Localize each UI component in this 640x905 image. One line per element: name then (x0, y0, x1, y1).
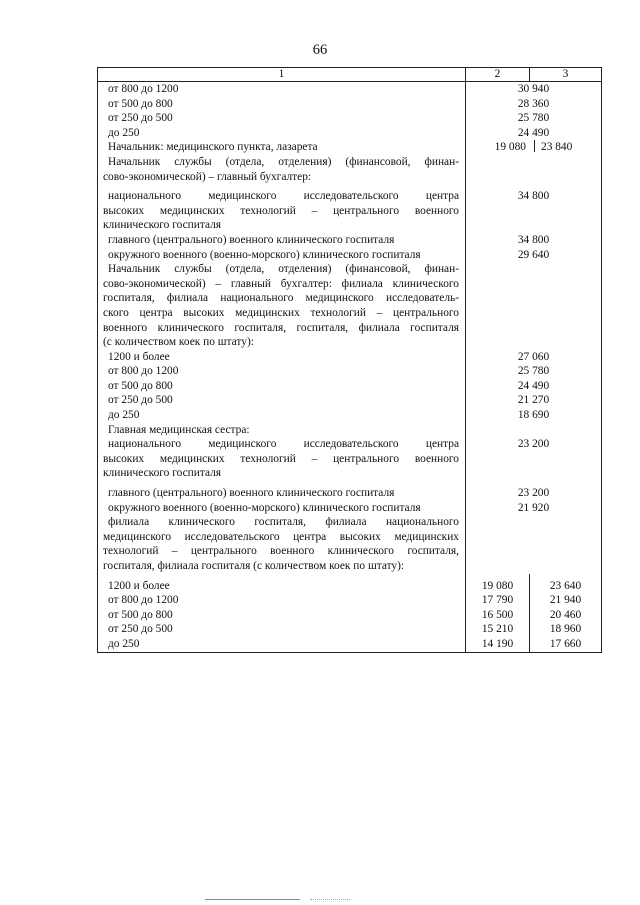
row-value-merged: 34 800 (466, 233, 602, 248)
table-row (98, 637, 602, 652)
row-description: технологий – центрального военного клинического госпиталя, (98, 544, 466, 559)
row-value-merged: 21 920 (466, 501, 602, 516)
row-description: до 250 (98, 637, 466, 652)
row-description: филиала клинического госпиталя, филиала национального (98, 515, 466, 530)
row-value-merged: 18 690 (466, 408, 602, 423)
split-value-right: 23 840 (541, 141, 573, 154)
row-description: от 500 до 800 (98, 608, 466, 623)
table-row (98, 155, 602, 170)
row-description: 1200 и более (98, 350, 466, 365)
table-row (98, 608, 602, 623)
row-value-col2: 15 210 (466, 622, 530, 637)
table-row (98, 452, 602, 467)
column-header-3: 3 (530, 68, 602, 82)
row-value-col3: 20 460 (530, 608, 602, 623)
row-description: от 500 до 800 (98, 97, 466, 112)
row-value-empty (466, 321, 602, 336)
table-row (98, 350, 602, 365)
table-row (98, 466, 602, 481)
row-value-merged: 25 780 (466, 111, 602, 126)
table-header-row (98, 68, 602, 82)
table-row (98, 574, 602, 594)
table-row (98, 184, 602, 204)
footer-dots (310, 899, 350, 901)
table-row (98, 559, 602, 574)
row-value-empty (466, 218, 602, 233)
row-value-col2: 14 190 (466, 637, 530, 652)
table-row (98, 204, 602, 219)
table-row (98, 262, 602, 277)
table-row (98, 335, 602, 350)
row-value-col3: 17 660 (530, 637, 602, 652)
row-value-merged: 34 800 (466, 184, 602, 204)
row-value-merged: 25 780 (466, 364, 602, 379)
row-description: главного (центрального) военного клинического госпиталя (98, 233, 466, 248)
row-description: (с количеством коек по штату): (98, 335, 466, 350)
row-value-col3: 18 960 (530, 622, 602, 637)
table-row (98, 277, 602, 292)
row-value-empty (466, 277, 602, 292)
row-description: окружного военного (военно-морского) клинического госпиталя (98, 501, 466, 516)
table-row (98, 170, 602, 185)
table-row (98, 321, 602, 336)
row-description: национального медицинского исследовательского центра (98, 437, 466, 452)
salary-table (97, 67, 602, 653)
row-description: Начальник службы (отдела, отделения) (финансовой, финан- (98, 262, 466, 277)
row-value-empty (466, 335, 602, 350)
table-row (98, 111, 602, 126)
row-value-split (466, 140, 602, 155)
table-row (98, 593, 602, 608)
row-description: клинического госпиталя (98, 218, 466, 233)
row-value-merged: 23 200 (466, 481, 602, 501)
table-row (98, 501, 602, 516)
row-description: Начальник: медицинского пункта, лазарета (98, 140, 466, 155)
row-description: госпиталя, филиала госпиталя (с количеством коек по штату): (98, 559, 466, 574)
table-row (98, 437, 602, 452)
footer-line (205, 899, 300, 900)
row-description: ского центра высоких медицинских технологий – центрального (98, 306, 466, 321)
column-header-1: 1 (98, 68, 466, 82)
row-value-merged: 24 490 (466, 126, 602, 141)
row-value-col2: 17 790 (466, 593, 530, 608)
row-description: до 250 (98, 126, 466, 141)
table-row (98, 126, 602, 141)
row-value-merged: 30 940 (466, 82, 602, 97)
row-value-empty (466, 515, 602, 530)
table-row (98, 97, 602, 112)
table-body (98, 82, 602, 653)
row-value-merged: 27 060 (466, 350, 602, 365)
row-description: медицинского исследовательского центра высоких медицинских (98, 530, 466, 545)
row-value-empty (466, 155, 602, 170)
row-value-empty (466, 170, 602, 185)
column-header-2: 2 (466, 68, 530, 82)
row-value-merged: 21 270 (466, 393, 602, 408)
table-row (98, 393, 602, 408)
row-value-merged: 28 360 (466, 97, 602, 112)
row-description: сово-экономической) – главный бухгалтер: (98, 170, 466, 185)
row-value-empty (466, 423, 602, 438)
row-description: от 250 до 500 (98, 111, 466, 126)
row-description: сово-экономической) – главный бухгалтер: филиала клинического (98, 277, 466, 292)
row-description: госпиталя, филиала национального медицинского исследователь- (98, 291, 466, 306)
row-description: от 800 до 1200 (98, 82, 466, 97)
row-description: Начальник службы (отдела, отделения) (финансовой, финан- (98, 155, 466, 170)
row-value-empty (466, 452, 602, 467)
page-number: 66 (312, 42, 328, 58)
row-description: клинического госпиталя (98, 466, 466, 481)
split-value-left: 19 080 (494, 141, 526, 154)
table-row (98, 408, 602, 423)
row-description: от 800 до 1200 (98, 364, 466, 379)
table-row (98, 481, 602, 501)
row-value-col2: 19 080 (466, 574, 530, 594)
table-row (98, 82, 602, 97)
table-row (98, 291, 602, 306)
table-row (98, 530, 602, 545)
row-description: высоких медицинских технологий – центрального военного (98, 452, 466, 467)
row-value-merged: 24 490 (466, 379, 602, 394)
row-description: от 250 до 500 (98, 393, 466, 408)
row-value-merged: 23 200 (466, 437, 602, 452)
row-description: военного клинического госпиталя, госпиталя, филиала госпиталя (98, 321, 466, 336)
row-description: окружного военного (военно-морского) клинического госпиталя (98, 248, 466, 263)
row-value-empty (466, 530, 602, 545)
row-description: 1200 и более (98, 574, 466, 594)
row-description: Главная медицинская сестра: (98, 423, 466, 438)
table-row (98, 622, 602, 637)
row-description: до 250 (98, 408, 466, 423)
table-row (98, 423, 602, 438)
table-row (98, 379, 602, 394)
row-description: высоких медицинских технологий – центрального военного (98, 204, 466, 219)
table-row (98, 233, 602, 248)
row-value-empty (466, 544, 602, 559)
table-row (98, 364, 602, 379)
table-row (98, 544, 602, 559)
row-value-empty (466, 262, 602, 277)
row-value-empty (466, 291, 602, 306)
row-value-empty (466, 204, 602, 219)
row-value-empty (466, 306, 602, 321)
table-row (98, 248, 602, 263)
row-value-merged: 29 640 (466, 248, 602, 263)
row-value-empty (466, 559, 602, 574)
row-description: от 800 до 1200 (98, 593, 466, 608)
split-divider (534, 140, 535, 152)
row-value-col2: 16 500 (466, 608, 530, 623)
table-row (98, 306, 602, 321)
row-description: главного (центрального) военного клинического госпиталя (98, 481, 466, 501)
row-description: от 500 до 800 (98, 379, 466, 394)
table-row (98, 218, 602, 233)
row-value-col3: 23 640 (530, 574, 602, 594)
table-row (98, 515, 602, 530)
row-value-col3: 21 940 (530, 593, 602, 608)
table-row (98, 140, 602, 155)
row-value-empty (466, 466, 602, 481)
row-description: национального медицинского исследовательского центра (98, 184, 466, 204)
row-description: от 250 до 500 (98, 622, 466, 637)
